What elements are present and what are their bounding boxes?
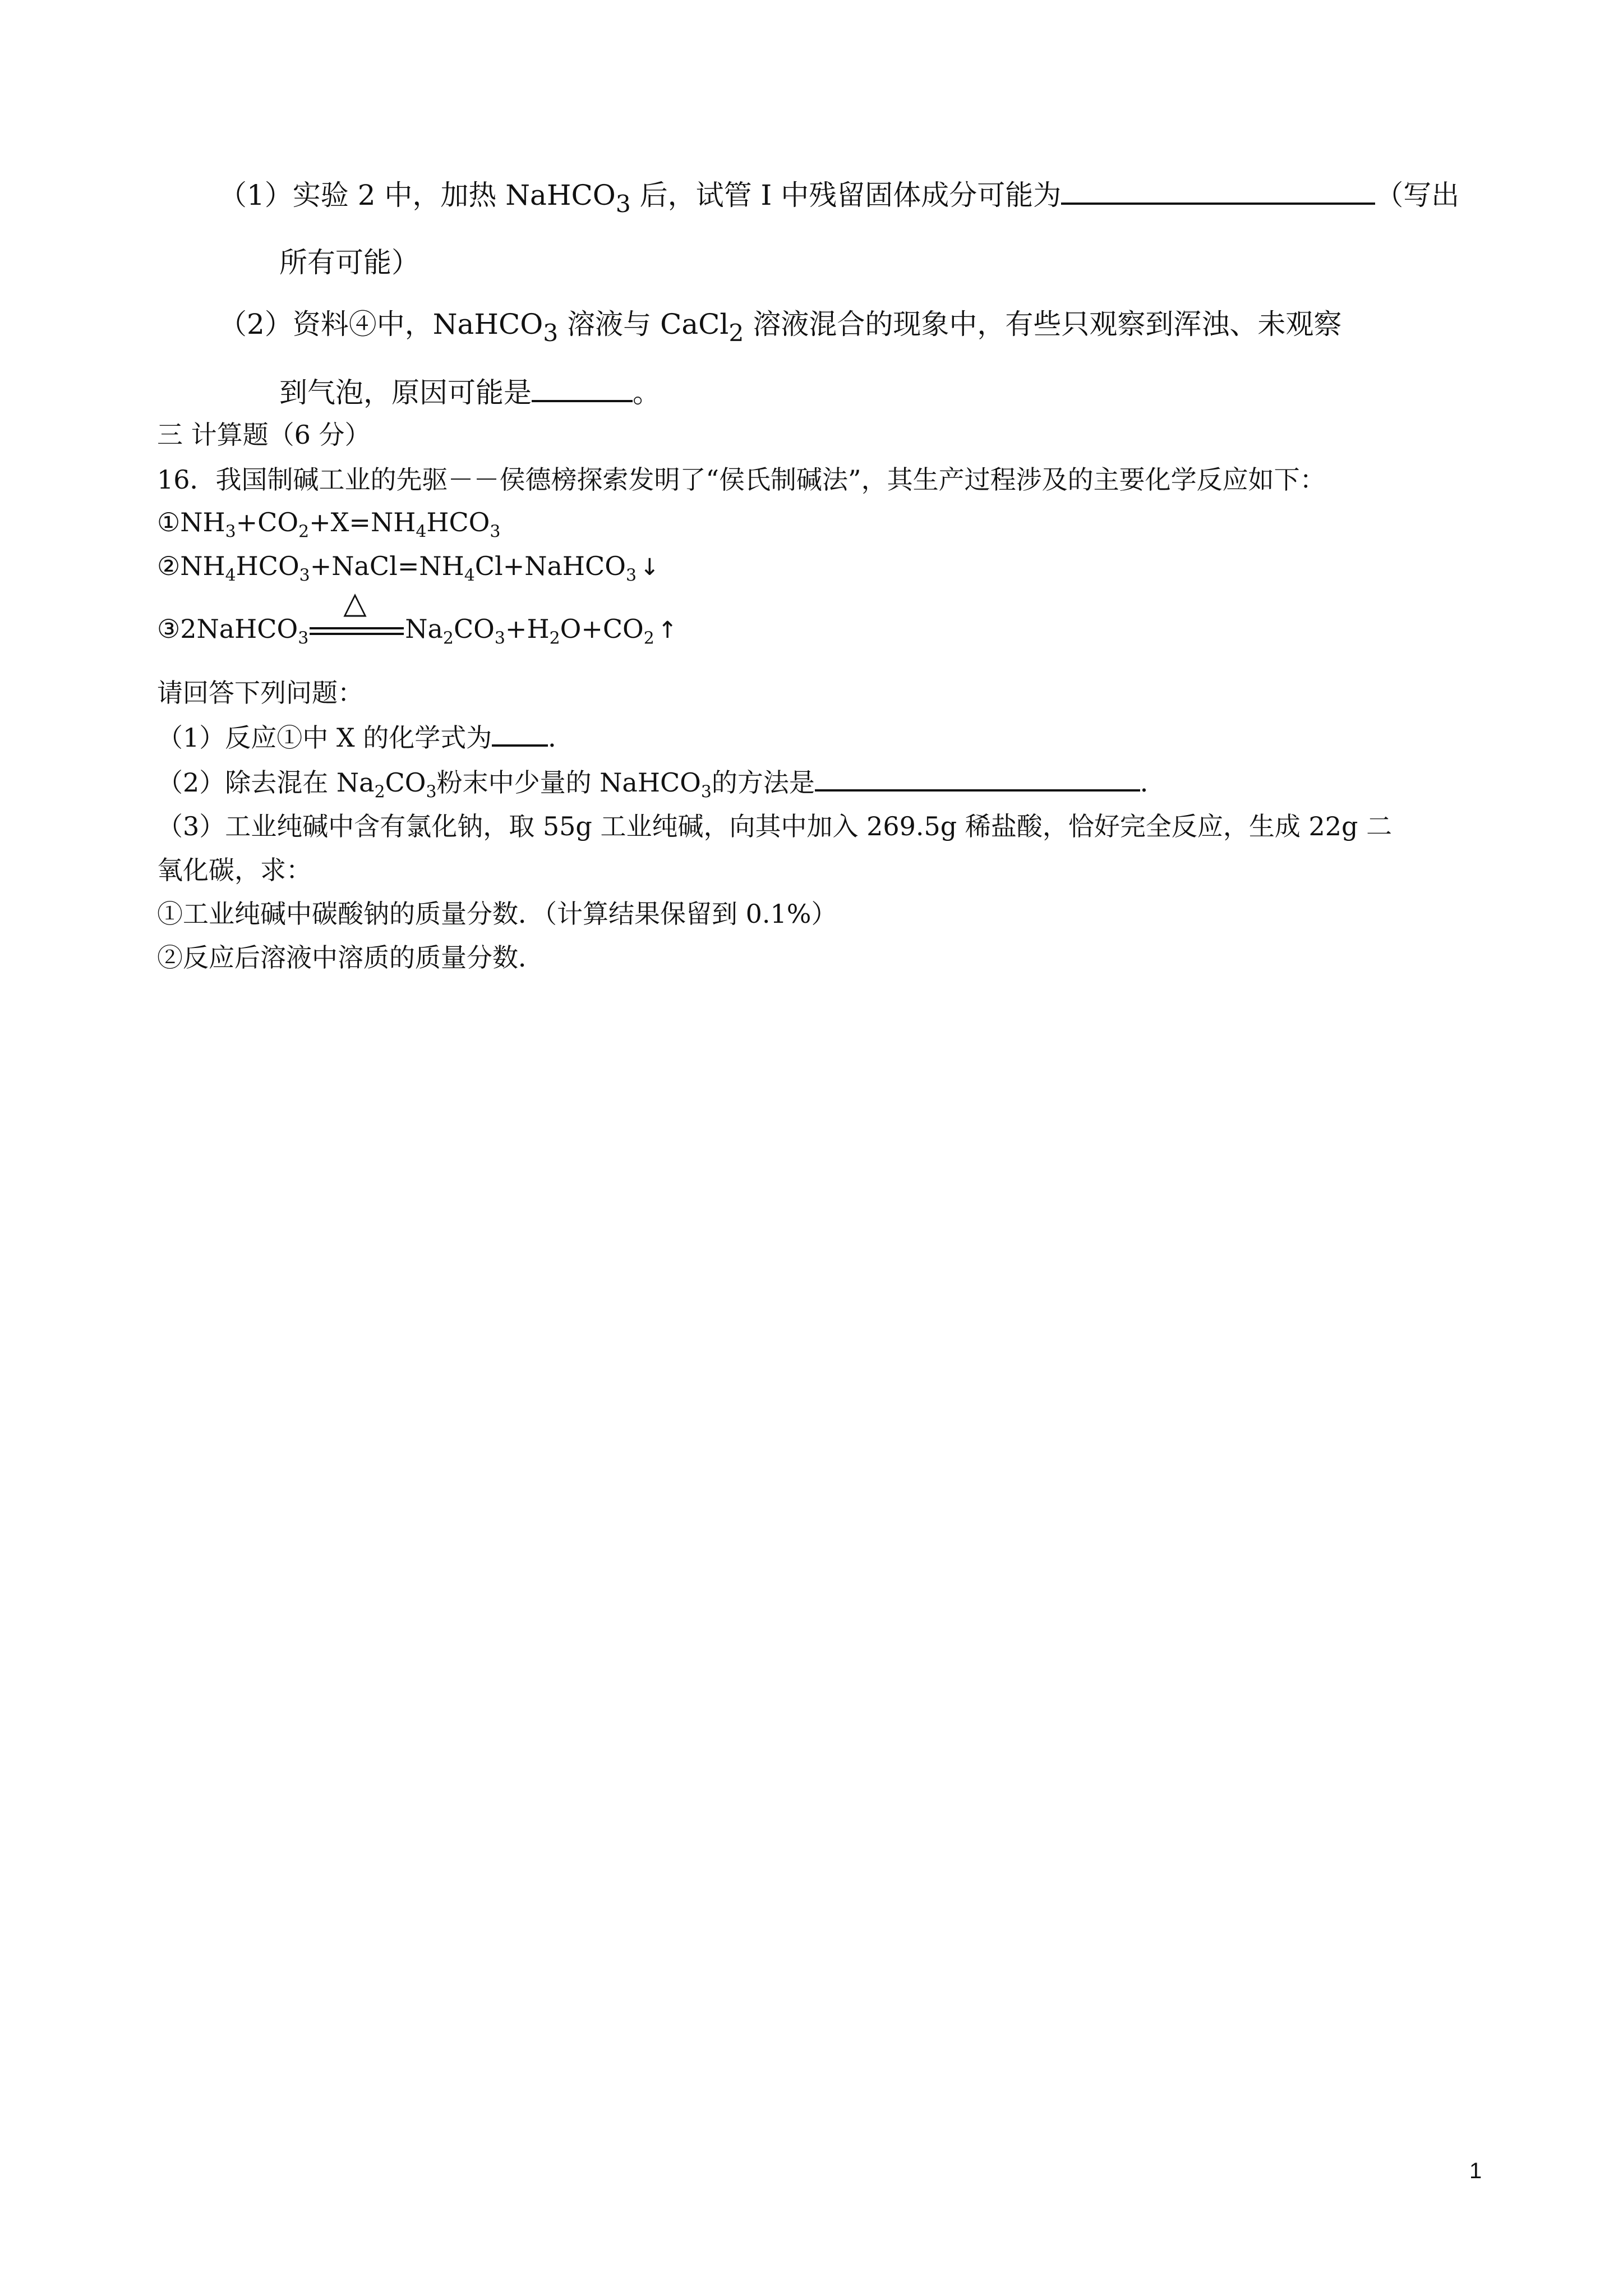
- question-1-continued: 所有可能）: [279, 246, 419, 279]
- answer-blank-2[interactable]: [532, 399, 633, 402]
- r2-b-sub: 3: [299, 565, 310, 586]
- sq2-c: 粉末中少量的 NaHCO: [436, 767, 701, 798]
- r2-b: HCO: [236, 551, 299, 581]
- r1-b: +CO: [236, 507, 299, 537]
- r2-c: +NaCl=NH: [310, 551, 464, 581]
- r3-d-sub: 2: [549, 628, 560, 648]
- sq2-d: 的方法是: [711, 767, 815, 798]
- r3-d: +H: [505, 614, 550, 644]
- q2-cont-text: 到气泡，原因可能是: [279, 376, 532, 409]
- sq2-b-sub: 3: [426, 782, 437, 802]
- r1-c: +X=NH: [309, 507, 416, 537]
- r2-c-sub: 4: [464, 565, 475, 586]
- q2-text-c: 溶液混合的现象中，有些只观察到浑浊、未观察: [744, 308, 1342, 341]
- sub-question-2: [157, 767, 1166, 802]
- r3-e-sub: 2: [643, 628, 654, 648]
- answer-blank-method[interactable]: [815, 789, 1140, 792]
- answer-blank-1[interactable]: [1061, 202, 1375, 205]
- q2-sub-a: 3: [543, 319, 559, 347]
- q1-text-c: （写出: [1375, 179, 1460, 211]
- r1-a-sub: 3: [225, 522, 236, 542]
- sq2-end: ．: [1140, 767, 1166, 798]
- sq2-b: CO: [385, 767, 426, 798]
- up-arrow-icon: ↑: [657, 616, 677, 643]
- r2-a: ②NH: [157, 551, 225, 581]
- section-heading: 三 计算题（6 分）: [157, 420, 371, 450]
- sq1-end: ．: [548, 723, 574, 753]
- sq1-text: （1）反应①中 X 的化学式为: [157, 723, 492, 753]
- sq2-a: （2）除去混在 Na: [157, 767, 375, 798]
- question-2-continued: [279, 376, 661, 409]
- sq2-a-sub: 2: [374, 782, 385, 802]
- q1-sub-a: 3: [615, 190, 631, 218]
- q2-text-a: （2）资料④中，NaHCO: [219, 308, 543, 341]
- r3-b-sub: 2: [442, 628, 454, 648]
- sq2-c-sub: 3: [700, 782, 712, 802]
- r3-c: CO: [453, 614, 495, 644]
- sub-question-3-line-2: 氧化碳，求：: [157, 855, 312, 885]
- r1-a: ①NH: [157, 507, 225, 537]
- r1-d: HCO: [426, 507, 490, 537]
- heating-condition: [310, 585, 404, 639]
- r3-e: O+CO: [560, 614, 644, 644]
- q2-sub-b: 2: [728, 319, 744, 347]
- q2-text-b: 溶液与 CaCl: [558, 308, 729, 341]
- down-arrow-icon: ↓: [639, 554, 660, 581]
- answer-prompt: 请回答下列问题：: [157, 678, 363, 708]
- sub-question-1: [157, 725, 574, 751]
- question-16-intro: 16．我国制碱工业的先驱－－侯德榜探索发明了“侯氏制碱法”，其生产过程涉及的主要化学反应如下：: [157, 464, 1326, 495]
- reaction-3: [157, 585, 677, 648]
- r1-b-sub: 2: [298, 522, 310, 542]
- q1-text-a: （1）实验 2 中，加热 NaHCO: [219, 179, 616, 211]
- sub-item-1: ①工业纯碱中碳酸钠的质量分数．（计算结果保留到 0.1%）: [157, 899, 837, 929]
- equals-bar-bottom: [310, 633, 404, 635]
- sub-question-3-line-1: （3）工业纯碱中含有氯化钠，取 55g 工业纯碱，向其中加入 269.5g 稀盐酸，恰好完全反应，生成 22g 二: [157, 811, 1393, 841]
- page-number: 1: [1469, 2159, 1482, 2183]
- r2-a-sub: 4: [225, 565, 236, 586]
- heat-triangle-icon: △: [343, 585, 367, 620]
- q1-text-b: 后，试管 I 中残留固体成分可能为: [630, 179, 1062, 211]
- reaction-2: [157, 551, 660, 586]
- r3-a-sub: 3: [298, 628, 309, 648]
- question-1: [219, 179, 1460, 218]
- r1-c-sub: 4: [416, 522, 427, 542]
- r1-d-sub: 3: [490, 522, 501, 542]
- equals-bar-top: [310, 627, 404, 629]
- r2-d: Cl+NaHCO: [474, 551, 626, 581]
- answer-blank-x[interactable]: [492, 744, 548, 747]
- sub-item-2: ②反应后溶液中溶质的质量分数．: [157, 942, 544, 973]
- r3-c-sub: 3: [494, 628, 505, 648]
- r3-b: Na: [405, 614, 443, 644]
- q2-cont-end: 。: [633, 376, 661, 409]
- question-2: [219, 308, 1342, 347]
- r2-d-sub: 3: [625, 565, 637, 586]
- r3-a: ③2NaHCO: [157, 614, 298, 644]
- reaction-1: [157, 507, 501, 542]
